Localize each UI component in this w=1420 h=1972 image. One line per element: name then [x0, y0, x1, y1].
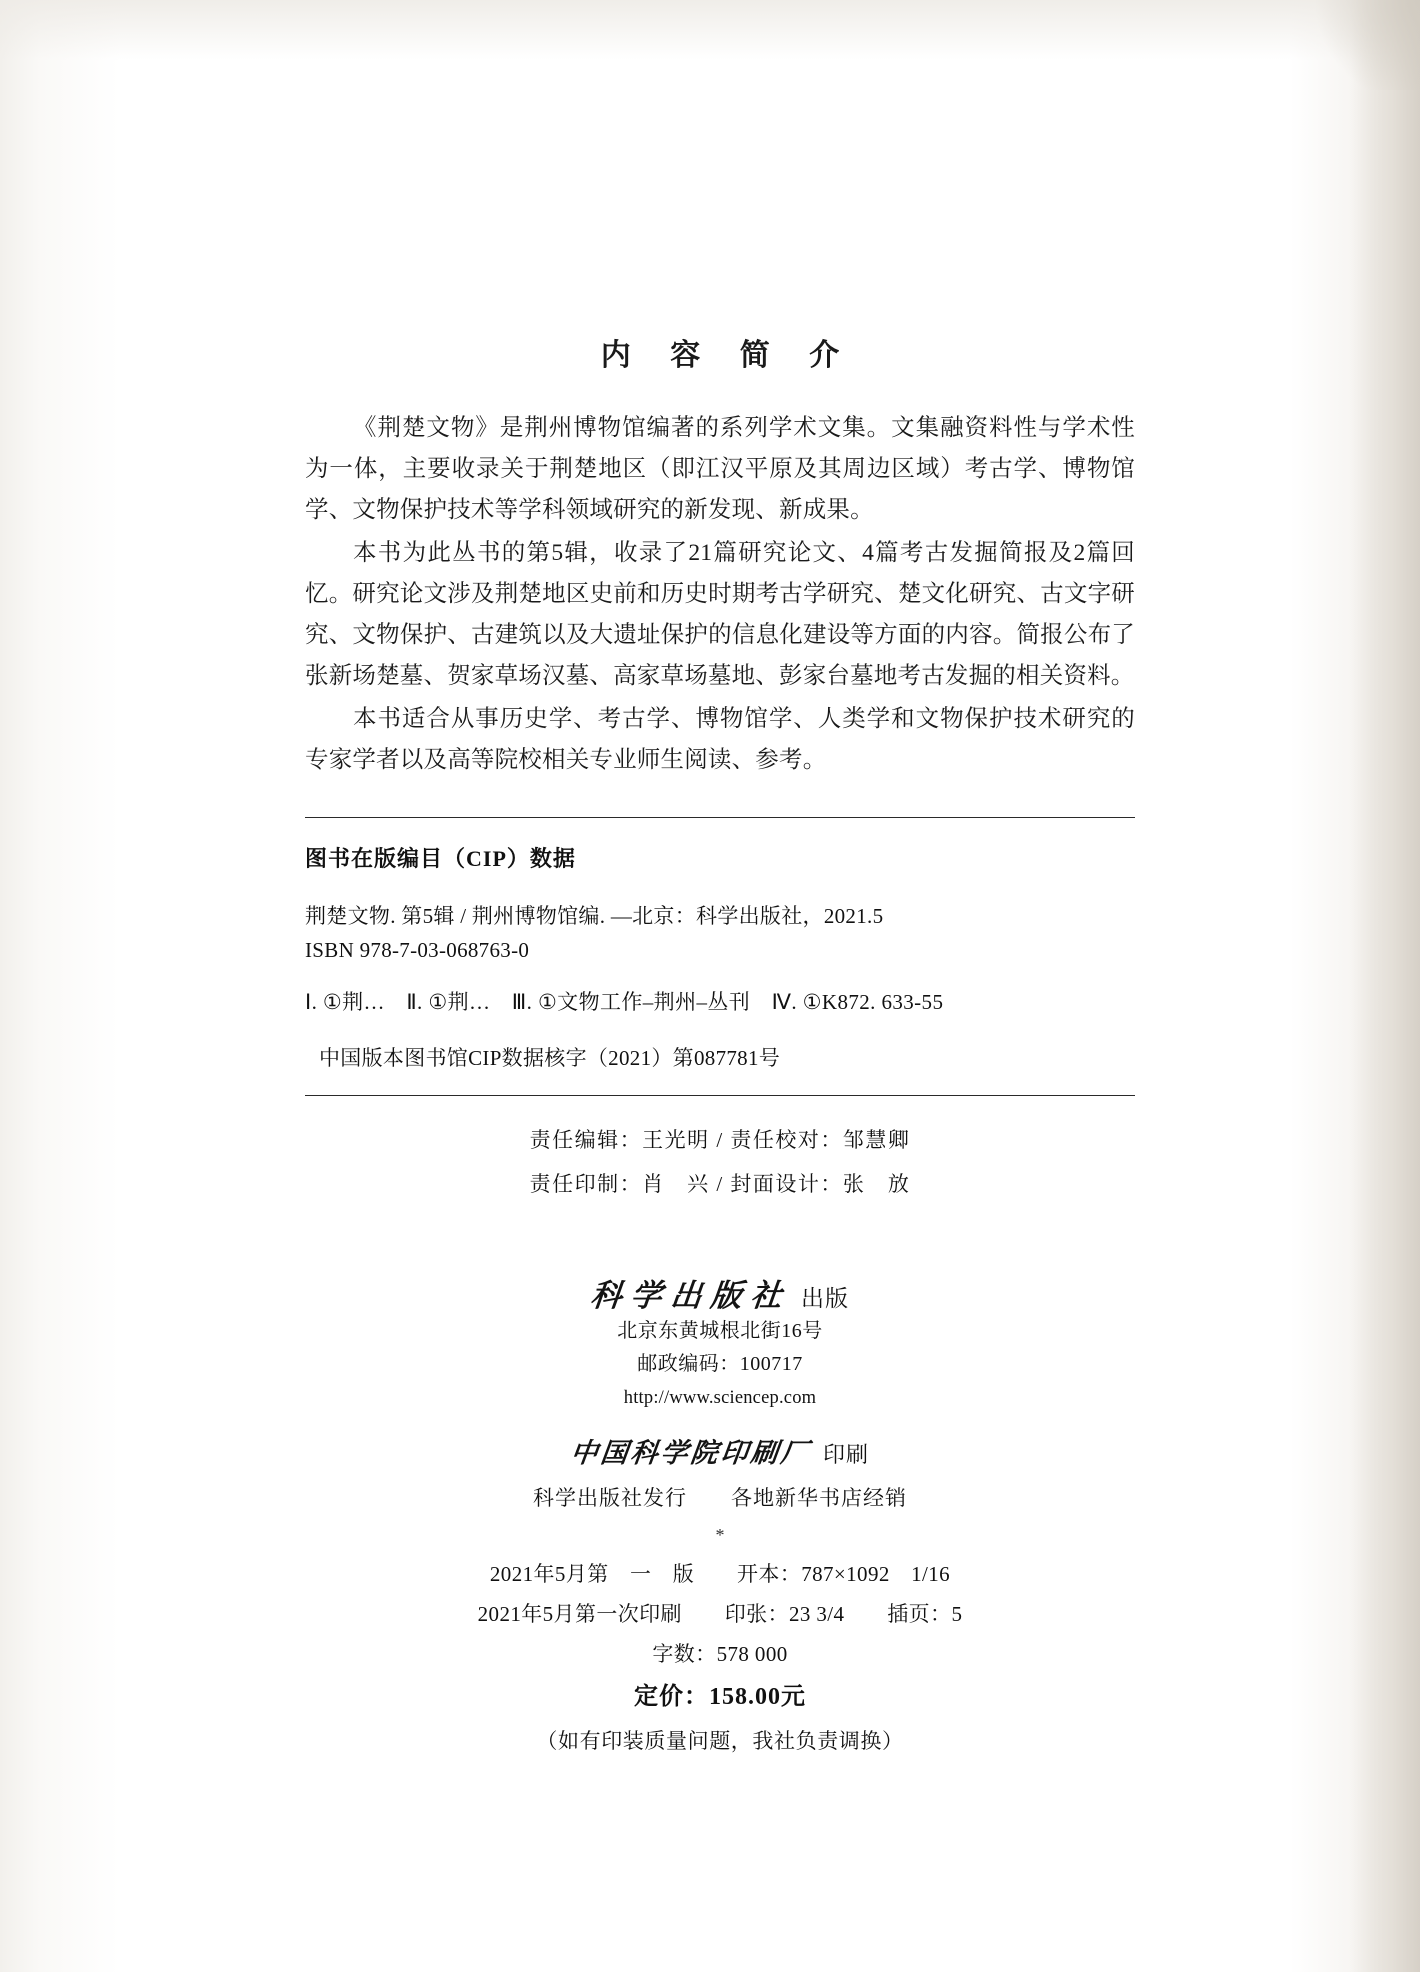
page-content [305, 330, 1135, 1762]
publisher-postcode: 邮政编码：100717 [637, 1353, 803, 1375]
scan-edge-top [0, 0, 1420, 60]
cip-section [305, 818, 1135, 1095]
credit-line-editor: 责任编辑：王光明 / 责任校对：邹慧卿 [529, 1128, 911, 1152]
cip-title: 图书在版编目（CIP）数据 [305, 846, 576, 871]
publisher-address: 北京东黄城根北街16号 [617, 1320, 823, 1342]
printer-logo: 中国科学院印刷厂 [568, 1438, 813, 1469]
cip-spacer [305, 967, 1135, 985]
scan-corner-shadow [1300, 0, 1420, 90]
credit-line-printing: 责任印制：肖 兴 / 封面设计：张 放 [529, 1172, 911, 1196]
abstract-section [305, 408, 1135, 781]
scan-edge-right [1350, 0, 1420, 1972]
printer-suffix: 印刷 [822, 1442, 869, 1467]
cip-classification: Ⅰ. ①荆… Ⅱ. ①荆… Ⅲ. ①文物工作–荆州–丛刊 Ⅳ. ①K872. 633-55 [305, 990, 944, 1014]
page-title: 内 容 简 介 [600, 339, 856, 372]
distribution-line: 科学出版社发行 各地新华书店经销 [533, 1486, 907, 1510]
abstract-paragraph: 《荆楚文物》是荆州博物馆编著的系列学术文集。文集融资料性与学术性为一体，主要收录关于荆楚地区（即江汉平原及其周边区域）考古学、博物馆学、文物保护技术等学科领域研究的新发现、新成果。 [305, 415, 1135, 523]
publisher-name-row [305, 1270, 1135, 1315]
separator-asterisk: * [715, 1525, 725, 1545]
cip-isbn: ISBN 978-7-03-068763-0 [305, 938, 530, 962]
publisher-section [305, 1270, 1135, 1548]
publisher-website: http://www.sciencep.com [623, 1388, 817, 1408]
imprint-printing-row: 2021年5月第一次印刷 印张：23 3/4 插页：5 [477, 1602, 963, 1626]
cip-citation-line: 荆楚文物. 第5辑 / 荆州博物馆编. —北京：科学出版社，2021.5 [305, 904, 884, 928]
printer-row [305, 1431, 1135, 1470]
imprint-wordcount-row: 字数：578 000 [652, 1642, 788, 1666]
abstract-paragraph: 本书为此丛书的第5辑，收录了21篇研究论文、4篇考古发掘简报及2篇回忆。研究论文涉及荆楚地区史前和历史时期考古学研究、楚文化研究、古文字研究、文物保护、古建筑以及大遗址保护的信息化建设等方面的内容。简报公布了张新场楚墓、贺家草场汉墓、高家草场墓地、彭家台墓地考古发掘的相关资料。 [305, 540, 1135, 689]
publisher-suffix: 出版 [801, 1286, 849, 1311]
cip-core-number: 中国版本图书馆CIP数据核字（2021）第087781号 [319, 1046, 781, 1070]
abstract-paragraph: 本书适合从事历史学、考古学、博物馆学、人类学和文物保护技术研究的专家学者以及高等院校相关专业师生阅读、参考。 [305, 706, 1135, 773]
quality-note: （如有印装质量问题，我社负责调换） [536, 1729, 904, 1753]
imprint-edition-row: 2021年5月第 一 版 开本：787×1092 1/16 [489, 1562, 951, 1586]
staff-credits [305, 1096, 1135, 1216]
price-line: 定价：158.00元 [634, 1684, 806, 1710]
science-press-logo: 科学出版社 [588, 1278, 793, 1314]
imprint-section [305, 1554, 1135, 1762]
